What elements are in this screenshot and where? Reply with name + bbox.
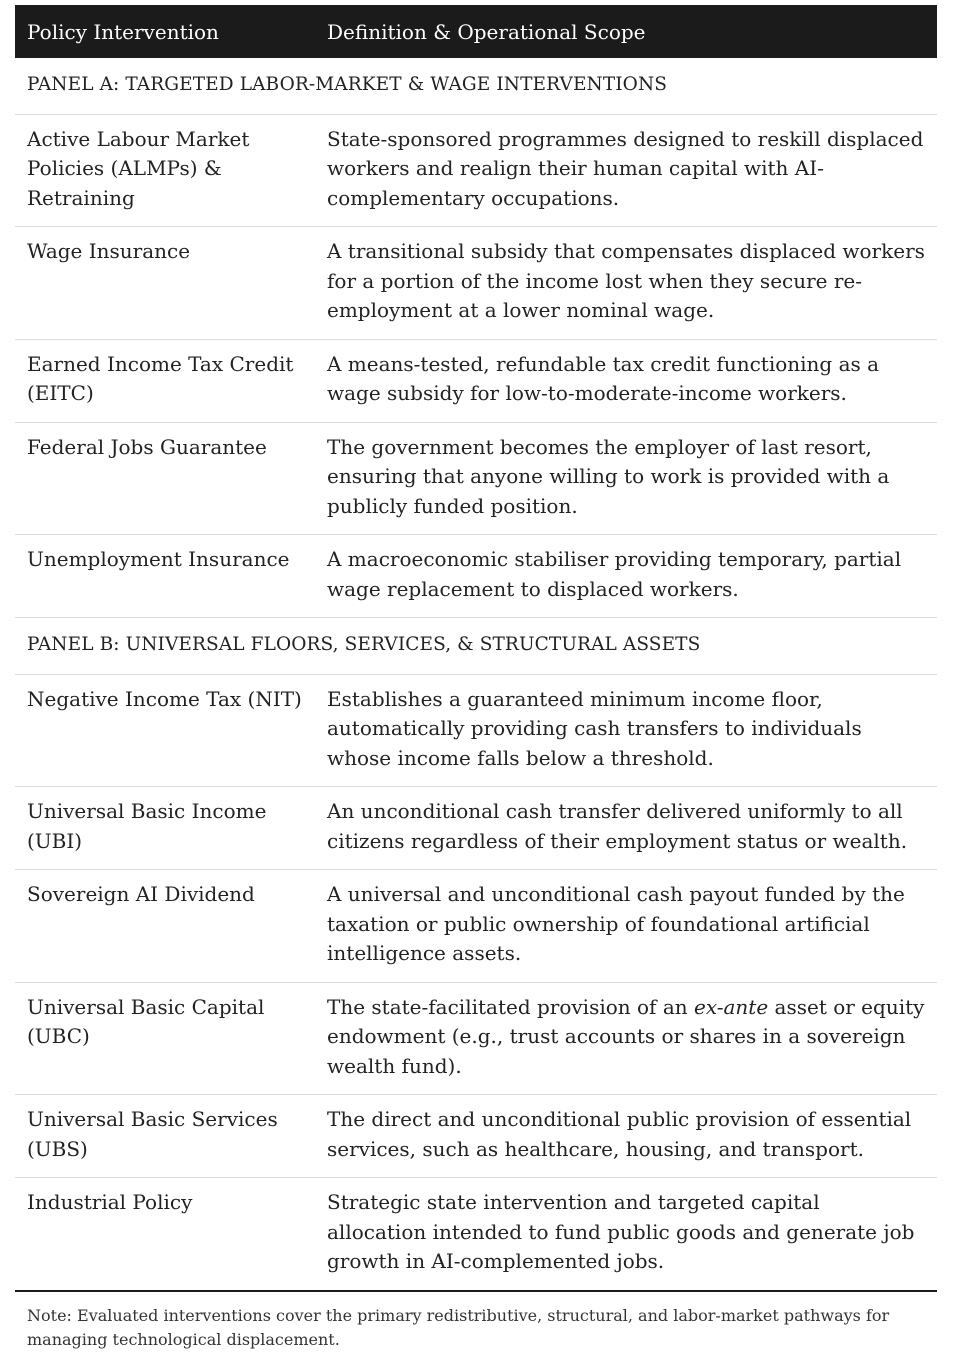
policy-definition: An unconditional cash transfer delivered uniformly to all citizens regardless of their employment status or wealth. (315, 787, 937, 870)
table-row (15, 787, 937, 870)
policy-definition: Establishes a guaranteed minimum income floor, automatically providing cash transfers to individuals whose income falls below a threshold. (315, 674, 937, 787)
policy-table (15, 5, 937, 1292)
table-row (15, 870, 937, 983)
policy-definition (315, 982, 937, 1095)
panel-b-row (15, 618, 937, 675)
panel-a-row (15, 58, 937, 114)
policy-name: Universal Basic Income (UBI) (15, 787, 315, 870)
policy-name: Unemployment Insurance (15, 535, 315, 618)
table-row (15, 674, 937, 787)
table-body (15, 58, 937, 1291)
panel-b-title: PANEL B: UNIVERSAL FLOORS, SERVICES, & STRUCTURAL ASSETS (15, 618, 937, 675)
table-row (15, 1178, 937, 1291)
policy-definition: State-sponsored programmes designed to reskill displaced workers and realign their human capital with AI-complementary occupations. (315, 114, 937, 227)
policy-name: Active Labour Market Policies (ALMPs) & Retraining (15, 114, 315, 227)
policy-name: Earned Income Tax Credit (EITC) (15, 339, 315, 422)
policy-name: Negative Income Tax (NIT) (15, 674, 315, 787)
policy-name: Sovereign AI Dividend (15, 870, 315, 983)
table-row (15, 114, 937, 227)
policy-definition: The direct and unconditional public provision of essential services, such as healthcare, housing, and transport. (315, 1095, 937, 1178)
policy-name: Industrial Policy (15, 1178, 315, 1291)
policy-name: Universal Basic Services (UBS) (15, 1095, 315, 1178)
policy-definition: Strategic state intervention and targeted capital allocation intended to fund public goods and generate job growth in AI-complemented jobs. (315, 1178, 937, 1291)
table-note: Note: Evaluated interventions cover the primary redistributive, structural, and labor-market pathways for managing technological displacement. (27, 1305, 890, 1349)
policy-name: Wage Insurance (15, 227, 315, 340)
table-row (15, 982, 937, 1095)
header-row (15, 5, 937, 58)
table-row (15, 422, 937, 535)
table-header (15, 5, 937, 58)
panel-a-title: PANEL A: TARGETED LABOR-MARKET & WAGE INTERVENTIONS (15, 58, 937, 114)
policy-definition: The government becomes the employer of last resort, ensuring that anyone willing to work is provided with a publicly funded position. (315, 422, 937, 535)
policy-table-container (15, 5, 937, 1353)
policy-definition: A means-tested, refundable tax credit functioning as a wage subsidy for low-to-moderate-income workers. (315, 339, 937, 422)
policy-definition: A universal and unconditional cash payout funded by the taxation or public ownership of foundational artificial intelligence assets. (315, 870, 937, 983)
policy-name: Universal Basic Capital (UBC) (15, 982, 315, 1095)
table-row (15, 227, 937, 340)
definition-text-post: asset or equity endowment (e.g., trust accounts or shares in a sovereign wealth fund). (327, 994, 925, 1078)
header-policy-intervention: Policy Intervention (15, 5, 315, 58)
definition-text-pre: The state-facilitated provision of an (327, 994, 694, 1019)
header-definition-scope: Definition & Operational Scope (315, 5, 937, 58)
policy-name: Federal Jobs Guarantee (15, 422, 315, 535)
definition-text-emphasis: ex-ante (693, 994, 769, 1019)
table-row (15, 535, 937, 618)
table-row (15, 339, 937, 422)
table-row (15, 1095, 937, 1178)
policy-definition: A transitional subsidy that compensates displaced workers for a portion of the income lost when they secure re-employment at a lower nominal wage. (315, 227, 937, 340)
policy-definition: A macroeconomic stabiliser providing temporary, partial wage replacement to displaced workers. (315, 535, 937, 618)
